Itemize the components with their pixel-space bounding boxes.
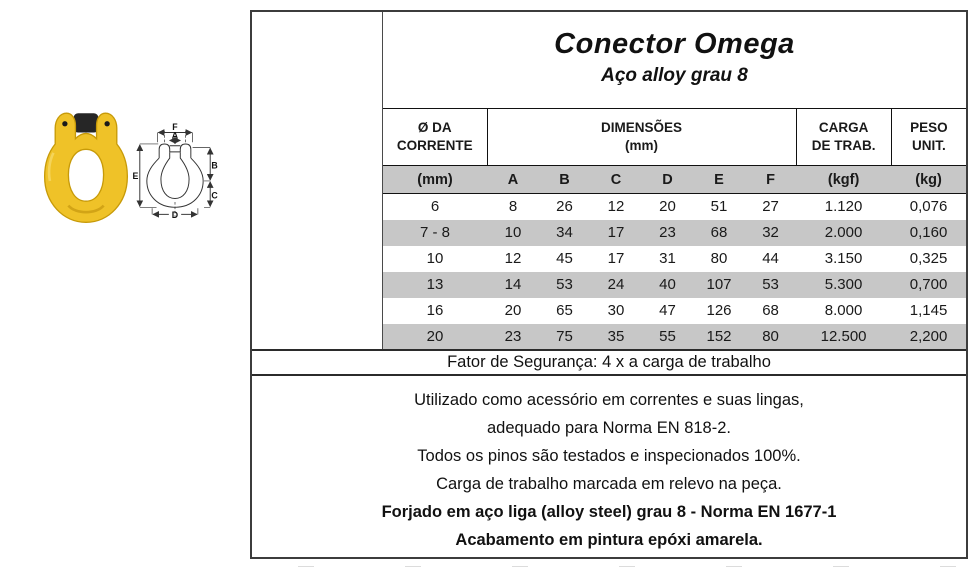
gridline-tick — [298, 566, 314, 567]
cell-weight: 1,145 — [891, 298, 966, 324]
unit-cell: A — [487, 166, 539, 194]
cell-b: 53 — [539, 272, 590, 298]
note-line: Carga de trabalho marcada em relevo na peça. — [436, 475, 782, 493]
cell-c: 24 — [590, 272, 642, 298]
gridline-tick — [405, 566, 421, 567]
cell-a: 8 — [487, 194, 539, 220]
table-row — [383, 246, 966, 272]
cell-f: 80 — [745, 324, 796, 350]
cell-load: 12.500 — [796, 324, 891, 350]
cell-weight: 2,200 — [891, 324, 966, 350]
unit-cell: (kg) — [891, 166, 966, 194]
cell-f: 27 — [745, 194, 796, 220]
cell-d: 47 — [642, 298, 693, 324]
cell-d: 40 — [642, 272, 693, 298]
table-row — [383, 324, 966, 350]
cell-c: 12 — [590, 194, 642, 220]
gridline-tick — [512, 566, 528, 567]
cell-d: 31 — [642, 246, 693, 272]
cell-b: 75 — [539, 324, 590, 350]
unit-cell: (mm) — [383, 166, 487, 194]
load-line2: DE TRAB. — [811, 138, 876, 153]
unit-cell: (kgf) — [796, 166, 891, 194]
col-header-unit-weight — [891, 109, 966, 166]
cell-f: 44 — [745, 246, 796, 272]
cell-d: 55 — [642, 324, 693, 350]
cell-diameter: 6 — [383, 194, 487, 220]
cell-a: 10 — [487, 220, 539, 246]
diagram-inner-hole — [161, 153, 189, 199]
cell-b: 65 — [539, 298, 590, 324]
cell-c: 17 — [590, 220, 642, 246]
dim-label-f: F — [172, 121, 178, 132]
connector-pin — [74, 113, 99, 132]
title-block — [383, 12, 966, 108]
cell-e: 68 — [693, 220, 745, 246]
cell-load: 3.150 — [796, 246, 891, 272]
note-line-bold: Acabamento em pintura epóxi amarela. — [455, 531, 763, 549]
cell-b: 34 — [539, 220, 590, 246]
cell-f: 53 — [745, 272, 796, 298]
gridline-tick — [619, 566, 635, 567]
diagram-omega-outline — [147, 144, 203, 207]
dim-label-c: C — [211, 190, 218, 201]
cell-diameter: 16 — [383, 298, 487, 324]
note-line: Todos os pinos são testados e inspecionados 100%. — [417, 447, 801, 465]
diameter-line1: Ø DA — [417, 119, 452, 135]
dim-label-d: D — [171, 209, 179, 220]
dim-label-b: B — [211, 160, 218, 171]
note-line: Utilizado como acessório em correntes e suas lingas, — [414, 391, 804, 409]
table-header-row — [383, 109, 966, 166]
unit-cell: C — [590, 166, 642, 194]
cell-a: 20 — [487, 298, 539, 324]
cell-diameter: 13 — [383, 272, 487, 298]
cell-a: 14 — [487, 272, 539, 298]
unit-cell: B — [539, 166, 590, 194]
cell-f: 68 — [745, 298, 796, 324]
cell-weight: 0,076 — [891, 194, 966, 220]
cell-load: 2.000 — [796, 220, 891, 246]
table-units-row — [383, 166, 966, 194]
weight-line1: PESO — [910, 119, 948, 135]
cell-c: 30 — [590, 298, 642, 324]
table-row — [383, 272, 966, 298]
table-row — [383, 220, 966, 246]
ear-hole-right — [104, 121, 109, 126]
gridline-tick — [833, 566, 849, 567]
unit-cell: E — [693, 166, 745, 194]
cell-b: 45 — [539, 246, 590, 272]
cell-weight: 0,700 — [891, 272, 966, 298]
ear-hole-left — [62, 121, 67, 126]
cell-diameter: 10 — [383, 246, 487, 272]
note-line-bold: Forjado em aço liga (alloy steel) grau 8 - Norma EN 1677-1 — [381, 503, 837, 521]
col-header-dimensions — [487, 109, 796, 166]
gridline-tick — [726, 566, 742, 567]
cell-e: 152 — [693, 324, 745, 350]
cell-d: 23 — [642, 220, 693, 246]
table-row — [383, 194, 966, 220]
diagram-pin — [170, 146, 181, 152]
unit-cell: D — [642, 166, 693, 194]
dimensions-line1: DIMENSÕES — [601, 119, 683, 135]
dimension-diagram — [131, 118, 219, 228]
dim-label-e: E — [132, 171, 139, 182]
cell-a: 23 — [487, 324, 539, 350]
dimensions-line2: (mm) — [625, 138, 659, 153]
cell-c: 17 — [590, 246, 642, 272]
diameter-line2: CORRENTE — [396, 138, 473, 153]
load-line1: CARGA — [818, 119, 869, 135]
cell-weight: 0,325 — [891, 246, 966, 272]
cell-d: 20 — [642, 194, 693, 220]
product-title: Conector Omega — [554, 28, 795, 60]
product-photo-omega-connector — [42, 98, 130, 234]
cell-diameter: 7 - 8 — [383, 220, 487, 246]
notes-block — [252, 376, 966, 554]
cell-load: 1.120 — [796, 194, 891, 220]
table-row — [383, 298, 966, 324]
cell-weight: 0,160 — [891, 220, 966, 246]
cell-load: 5.300 — [796, 272, 891, 298]
col-header-diameter — [383, 109, 487, 166]
safety-factor-note: Fator de Segurança: 4 x a carga de trabalho — [252, 349, 966, 376]
unit-cell: F — [745, 166, 796, 194]
cell-load: 8.000 — [796, 298, 891, 324]
dimensions-table — [383, 108, 966, 350]
cell-e: 107 — [693, 272, 745, 298]
cell-e: 126 — [693, 298, 745, 324]
cell-c: 35 — [590, 324, 642, 350]
cell-e: 51 — [693, 194, 745, 220]
dim-label-a: A — [171, 130, 179, 141]
cell-a: 12 — [487, 246, 539, 272]
cell-b: 26 — [539, 194, 590, 220]
note-line: adequado para Norma EN 818-2. — [487, 419, 731, 437]
cell-f: 32 — [745, 220, 796, 246]
col-header-working-load — [796, 109, 891, 166]
cell-diameter: 20 — [383, 324, 487, 350]
cell-e: 80 — [693, 246, 745, 272]
spec-panel — [250, 10, 968, 559]
gridline-tick — [940, 566, 956, 567]
weight-line2: UNIT. — [911, 138, 946, 153]
product-subtitle: Aço alloy grau 8 — [601, 65, 748, 86]
